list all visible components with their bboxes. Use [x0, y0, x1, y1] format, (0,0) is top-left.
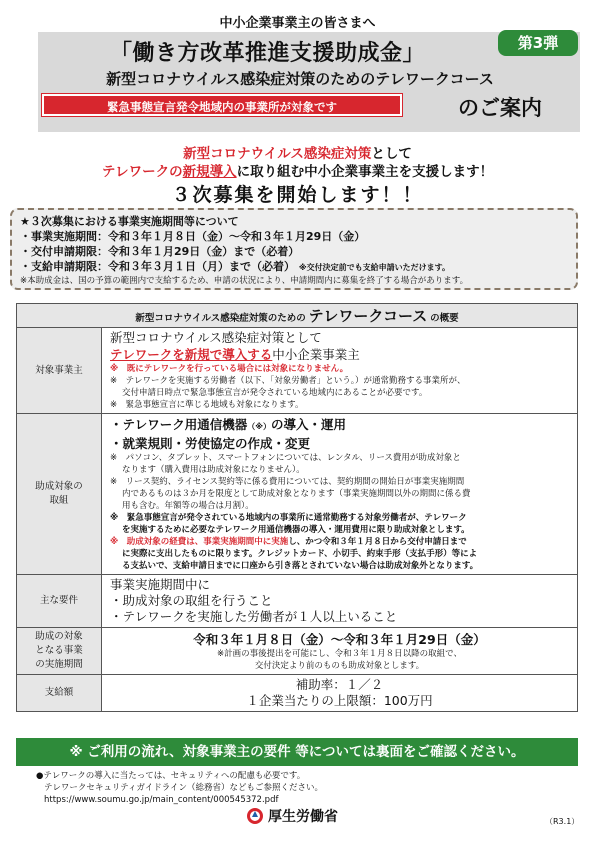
eligible-period-note-1: ※計画の事後提出を可能にし、令和３年１月８日以降の取組で、	[217, 648, 462, 659]
table-header-suffix: の概要	[430, 313, 459, 324]
lead-new-introduction: 新規導入	[182, 164, 237, 180]
lead-covid-text: 新型コロナウイルス感染症対策	[183, 146, 372, 162]
see-reverse-banner: ※ ご利用の流れ、対象事業主の要件 等については裏面をご確認ください。	[16, 738, 578, 766]
audience-line: 中小企業事業主の皆さまへ	[219, 16, 376, 31]
activities-label-b: 取組	[49, 495, 69, 506]
requirements-label: 主な要件	[17, 575, 102, 628]
target-line-2	[110, 346, 569, 363]
table-row	[17, 414, 578, 575]
lead-line-1-rest: として	[371, 146, 412, 162]
recruitment-announcement: ３次募集を開始します！！	[171, 184, 424, 206]
eligible-period-label-c: の実施期間	[35, 659, 83, 670]
activity-note-10: る支払いで、支給申請日までに口座から引き落とされていない場合は助成対象外となります。	[122, 561, 479, 571]
activity-item-2: ・就業規則・労使協定の作成・変更	[110, 436, 311, 451]
activity-note-4: 内であるものは３か月を限度として助成対象となります（事業実施期間以外の期間に係る費	[122, 489, 471, 499]
table-row	[17, 328, 578, 414]
notice-payment-deadline	[20, 259, 568, 275]
target-note-3: 交付申請日時点で緊急事態宣言が発令されている地域内にあることが必要です。	[122, 388, 428, 398]
eligible-period-label	[17, 628, 102, 675]
notice-period: ・事業実施期間：令和３年１月８日（金）～令和３年１月29日（金）	[20, 230, 366, 243]
period-notice-box	[10, 208, 578, 290]
requirement-line-2: ・助成対象の取組を行うこと	[110, 593, 273, 608]
activities-label	[17, 414, 102, 575]
activity-item-1-text: ・テレワーク用通信機器	[110, 417, 248, 432]
table-row	[17, 628, 578, 675]
revision-label: （R3.1）	[545, 817, 580, 826]
amount-label: 支給額	[17, 675, 102, 712]
target-employer-label: 対象事業主	[17, 328, 102, 414]
ministry-emblem-icon	[246, 807, 264, 825]
eligible-period-label-a: 助成の対象	[35, 631, 83, 642]
activity-item-1-rest: の導入・運用	[271, 417, 347, 432]
activity-note-8	[110, 536, 569, 548]
activity-note-7: を実施するために必要なテレワーク用通信機器の導入・運用費用に限り助成対象とします。	[122, 525, 470, 535]
table-header-prefix: 新型コロナウイルス感染症対策のための	[135, 313, 306, 324]
edition-badge: 第3弾	[498, 30, 578, 56]
notice-heading: ★３次募集における事業実施期間等について	[20, 215, 239, 228]
lead-line-2	[0, 160, 595, 180]
target-note-2: ※ テレワークを実施する労働者（以下、「対象労働者」という。）が通常勤務する事業所が、	[110, 376, 466, 386]
table-row	[17, 675, 578, 712]
security-note	[36, 770, 323, 806]
lead-line-2-rest: に取り組む中小企業事業主を支援します！	[236, 164, 494, 180]
activity-note-8-rest: し、かつ令和３年１月８日から交付申請日まで	[288, 537, 467, 547]
target-region-badge: 緊急事態宣言発令地域内の事業所が対象です	[42, 94, 402, 116]
activities-cell	[102, 414, 578, 575]
lead-telework-text: テレワークの	[101, 164, 183, 180]
activity-item-1-mark: （※）	[247, 422, 272, 431]
eligible-period-label-b: となる事業	[35, 645, 83, 656]
activity-note-2: なります（購入費用は助成対象になりません）。	[122, 465, 305, 475]
activity-note-9: に実際に支出したものに限ります。クレジットカード、小切手、約束手形（支払手形）等によ	[122, 549, 478, 559]
activity-note-1: ※ パソコン、タブレット、スマートフォンについては、レンタル、リース費用が助成対象と	[110, 453, 461, 463]
page-subtitle: 新型コロナウイルス感染症対策のためのテレワークコース	[106, 70, 494, 88]
target-line-2-rest: 中小企業事業主	[272, 347, 360, 362]
target-new-telework: テレワークを新規で導入する	[110, 347, 273, 362]
activity-note-6: ※ 緊急事態宣言が発令されている地域内の事業所に通常勤務する対象労働者が、テレワーク	[110, 513, 467, 523]
course-summary-table	[16, 303, 578, 712]
activity-note-8-red: ※ 助成対象の経費は、事業実施期間中に実施	[110, 537, 289, 547]
table-header-course: テレワークコース	[308, 307, 428, 325]
requirements-cell	[102, 575, 578, 628]
requirement-line-1: 事業実施期間中に	[110, 577, 211, 592]
eligible-period-main: 令和３年１月８日（金）～令和３年１月29日（金）	[193, 631, 486, 647]
subsidy-rate: 補助率：１／２	[295, 677, 384, 692]
target-employer-cell	[102, 328, 578, 414]
security-guideline-link[interactable]: https://www.soumu.go.jp/main_content/000545372.pdf	[44, 795, 279, 805]
activity-note-3: ※ リース契約、ライセンス契約等に係る費用については、契約期間の開始日が事業実施期間	[110, 477, 465, 487]
security-line-1: ●テレワークの導入に当たっては、セキュリティへの配慮も必要です。	[36, 771, 306, 781]
target-note-1: ※ 既にテレワークを行っている場合には対象になりません。	[110, 364, 349, 374]
activity-note-5: 用も含む。年額等の場合は月割）。	[122, 501, 254, 511]
eligible-period-note-2: 交付決定より前のものも助成対象とします。	[254, 660, 425, 671]
ministry-name: 厚生労働省	[268, 809, 338, 825]
ministry-logo	[246, 806, 338, 826]
requirement-line-3: ・テレワークを実施した労働者が１人以上いること	[110, 609, 398, 624]
guide-label: のご案内	[458, 96, 542, 120]
activity-item-1	[110, 416, 569, 435]
table-header-cell	[17, 304, 578, 328]
table-row	[17, 575, 578, 628]
lead-line-1	[0, 142, 595, 162]
security-line-2: テレワークセキュリティガイドライン（総務省）などもご参照ください。	[44, 783, 323, 793]
page-title: 「働き方改革推進支援助成金」	[109, 41, 425, 66]
notice-footnote: ※本助成金は、国の予算の範囲内で支給するため、申請の状況により、申請期間内に募集を終了する場合があります。	[20, 276, 469, 286]
target-note-4: ※ 緊急事態宣言に準じる地域も対象になります。	[110, 400, 304, 410]
subsidy-cap: １企業当たりの上限額：100万円	[246, 693, 433, 708]
target-line-1: 新型コロナウイルス感染症対策として	[110, 330, 322, 345]
payment-deadline-text: ・支給申請期限：令和３年３月１日（月）まで（必着）	[20, 260, 295, 273]
activities-label-a: 助成対象の	[35, 481, 83, 492]
amount-cell	[102, 675, 578, 712]
eligible-period-cell	[102, 628, 578, 675]
payment-deadline-note: ※交付決定前でも支給申請いただけます。	[298, 263, 450, 272]
notice-grant-deadline: ・交付申請期限：令和３年１月29日（金）まで（必着）	[20, 245, 300, 258]
table-header-row	[17, 304, 578, 328]
